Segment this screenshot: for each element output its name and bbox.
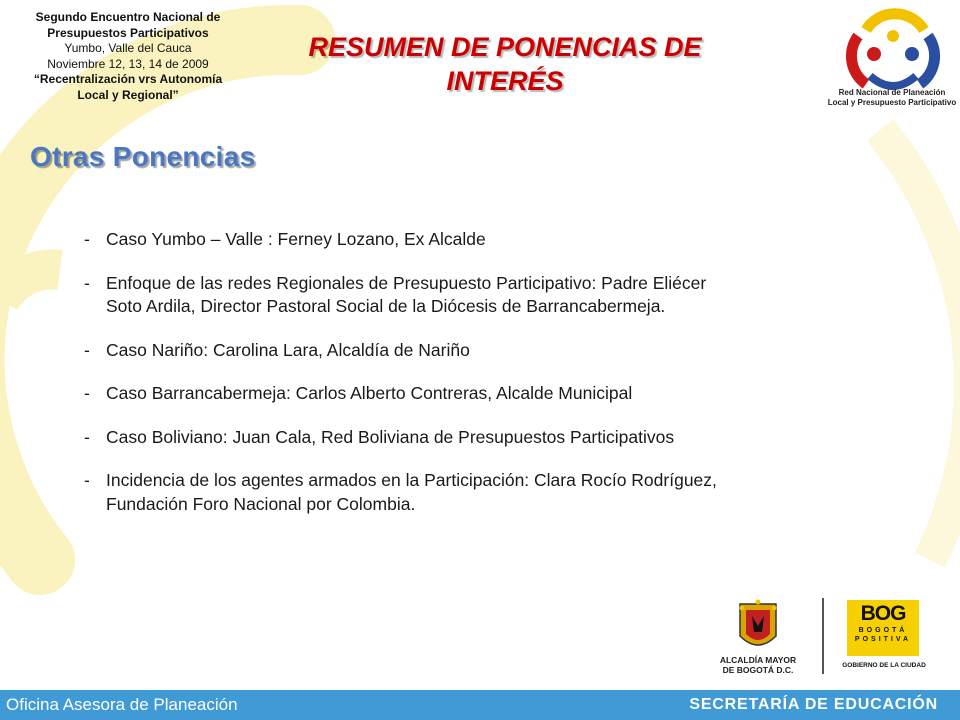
list-item [84,426,884,450]
red-nacional-line-2: Local y Presupuesto Participativo [827,98,957,107]
slide-title-line-2: INTERÉS [446,66,564,96]
list-item-line-1: Caso Boliviano: Juan Cala, Red Boliviana de Presupuestos Participativos [106,426,675,447]
red-nacional-line-1: Red Nacional de Planeación [838,88,946,97]
gobierno-ciudad-text: GOBIERNO DE LA CIUDAD [842,662,926,669]
slide-title [270,30,740,98]
bog-sub-line-2: POSITIVA [854,636,912,643]
bullet-dash: - [84,383,90,403]
alcaldia-line-2: DE BOGOTÁ D.C. [722,665,794,675]
footer-bar [0,690,960,720]
event-line-5: “Recentralización vrs Autonomía [33,72,223,86]
list-item-line-1: Caso Yumbo – Valle : Ferney Lozano, Ex Alcalde [106,229,486,249]
event-line-6: Local y Regional” [77,87,179,102]
footer-secretaria: SECRETARÍA DE EDUCACIÓN [689,696,938,713]
alcaldia-logo-text [710,655,806,675]
event-line-1: Segundo Encuentro Nacional de [35,10,221,24]
ponencias-list [84,228,884,536]
list-item [84,469,884,516]
list-item [84,339,884,363]
list-item [84,228,884,252]
list-item-line-2: Soto Ardila, Director Pastoral Social de la Diócesis de Barrancabermeja. [106,296,666,316]
bog-logo-subtitle [847,626,919,644]
red-nacional-logo-text [826,88,958,108]
event-info [8,10,248,103]
list-item [84,382,884,406]
footer-office: Oficina Asesora de Planeación [6,695,238,714]
bullet-dash: - [84,229,90,249]
list-item [84,272,884,319]
list-item-line-2: Fundación Foro Nacional por Colombia. [106,493,416,514]
event-line-4: Noviembre 12, 13, 14 de 2009 [47,56,209,71]
list-item-line-1: Incidencia de los agentes armados en la Participación: Clara Rocío Rodríguez, [106,470,717,490]
section-title: Otras Ponencias [30,141,256,172]
bullet-dash: - [84,470,90,490]
bog-sub-line-1: BOGOTÁ [858,627,908,634]
event-line-3: Yumbo, Valle del Cauca [64,41,192,55]
alcaldia-line-1: ALCALDÍA MAYOR [719,655,797,665]
list-item-line-1: Caso Barrancabermeja: Carlos Alberto Contreras, Alcalde Municipal [106,383,633,403]
bullet-dash: - [84,339,90,360]
bullet-dash: - [84,426,90,447]
bullet-dash: - [84,272,90,293]
list-item-line-1: Enfoque de las redes Regionales de Presupuesto Participativo: Padre Eliécer [106,272,707,293]
logo-separator [822,598,824,674]
list-item-line-1: Caso Nariño: Carolina Lara, Alcaldía de Nariño [106,339,470,360]
bog-logo-title: BOG [860,602,906,625]
event-line-2: Presupuestos Participativos [47,25,209,40]
slide-title-line-1: RESUMEN DE PONENCIAS DE [308,32,702,62]
